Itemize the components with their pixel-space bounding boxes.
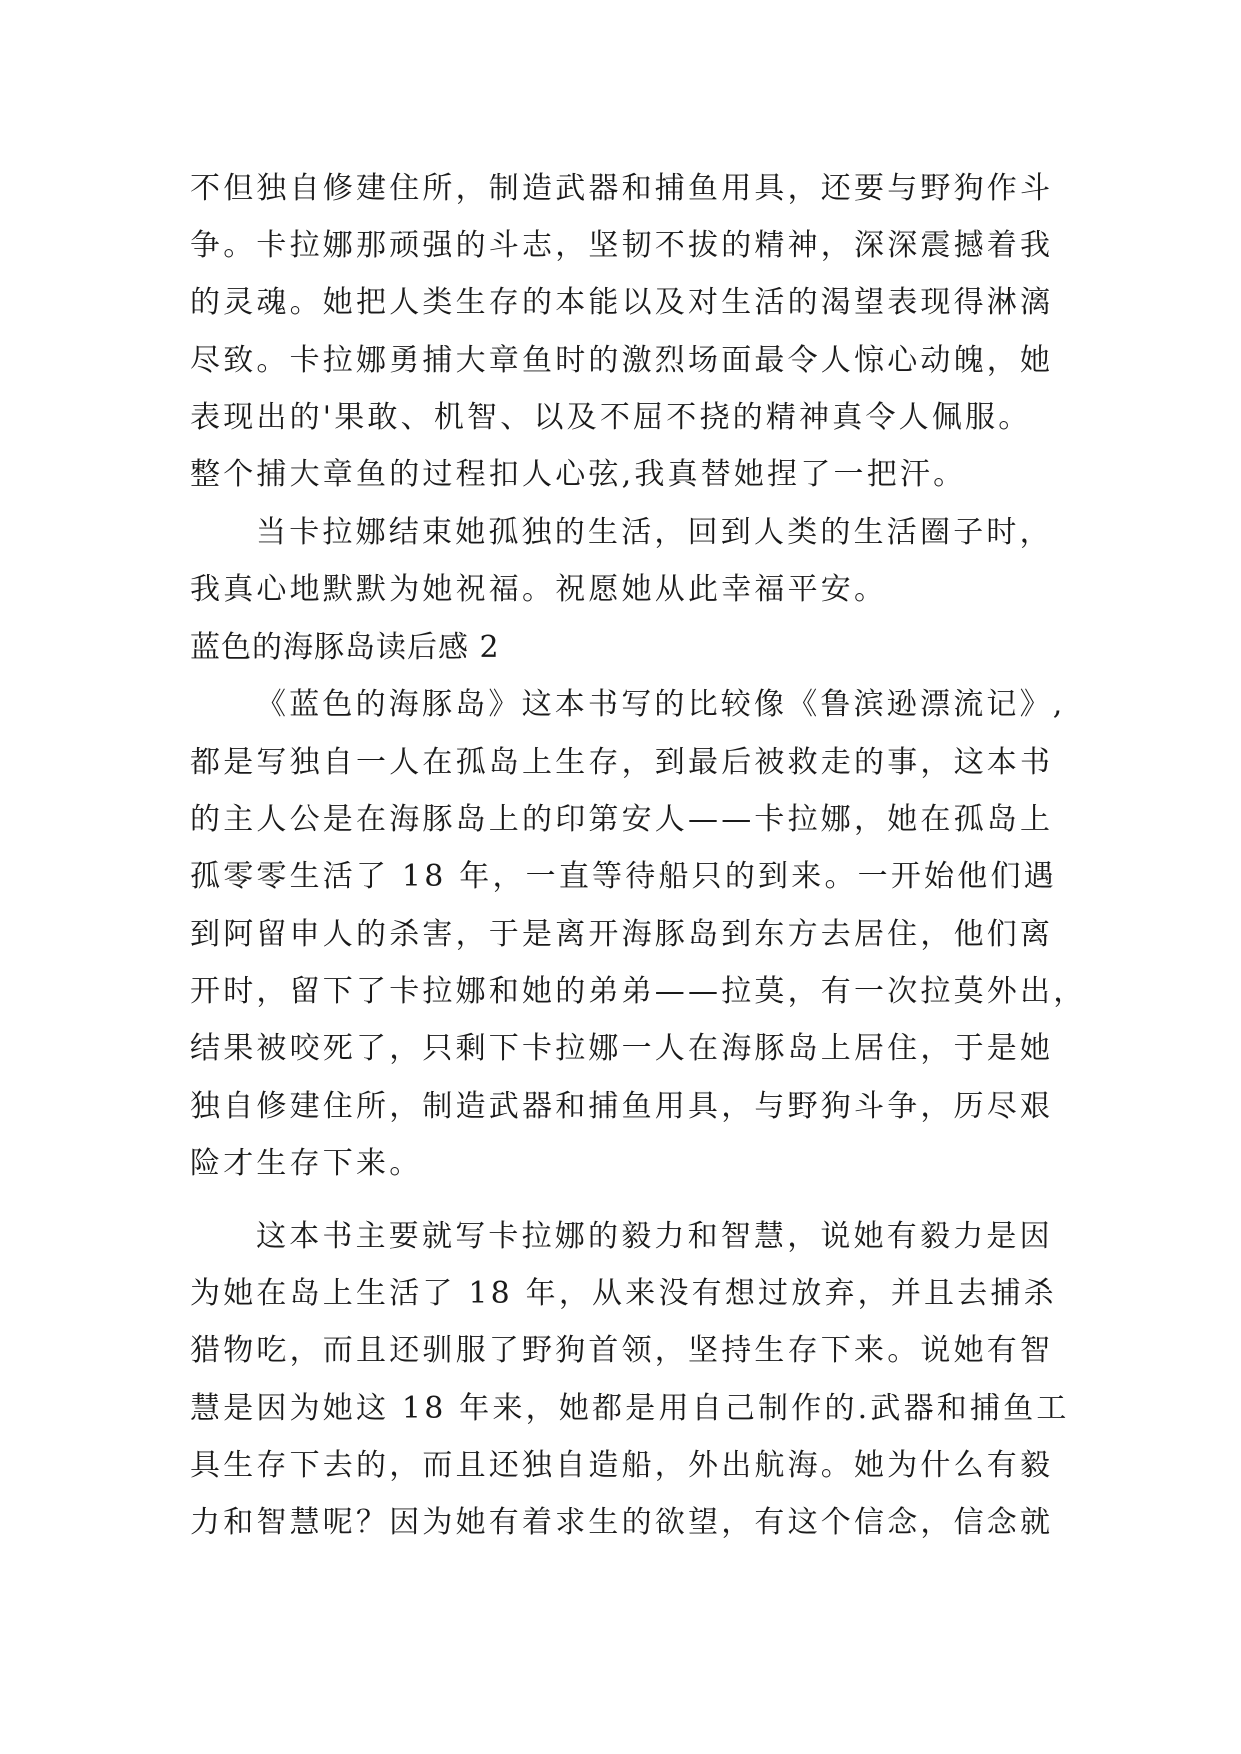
text-line: 到阿留申人的杀害，于是离开海豚岛到东方去居住，他们离 bbox=[190, 917, 1054, 952]
text-line: 独自修建住所，制造武器和捕鱼用具，与野狗斗争，历尽艰 bbox=[190, 1089, 1054, 1124]
text-line: 尽致。卡拉娜勇捕大章鱼时的激烈场面最令人惊心动魄，她 bbox=[190, 343, 1054, 378]
text-line: 争。卡拉娜那顽强的斗志，坚韧不拔的精神，深深震撼着我 bbox=[190, 228, 1054, 263]
text-line: 的主人公是在海豚岛上的印第安人——卡拉娜，她在孤岛上 bbox=[190, 802, 1054, 837]
text-line: 具生存下去的，而且还独自造船，外出航海。她为什么有毅 bbox=[190, 1448, 1054, 1483]
text-line: 力和智慧呢？因为她有着求生的欲望，有这个信念，信念就 bbox=[190, 1505, 1054, 1540]
text-line: 我真心地默默为她祝福。祝愿她从此幸福平安。 bbox=[190, 572, 888, 607]
text-line: 开时，留下了卡拉娜和她的弟弟——拉莫，有一次拉莫外出， bbox=[190, 974, 1087, 1009]
text-line: 险才生存下来。 bbox=[190, 1146, 423, 1181]
text-line: 结果被咬死了，只剩下卡拉娜一人在海豚岛上居住，于是她 bbox=[190, 1031, 1054, 1066]
text-line: 不但独自修建住所，制造武器和捕鱼用具，还要与野狗作斗 bbox=[190, 171, 1054, 206]
text-line: 整个捕大章鱼的过程扣人心弦,我真替她捏了一把汗。 bbox=[190, 457, 967, 492]
text-line: 《蓝色的海豚岛》这本书写的比较像《鲁滨逊漂流记》, bbox=[256, 687, 1066, 722]
text-line: 当卡拉娜结束她孤独的生活，回到人类的生活圈子时， bbox=[256, 515, 1053, 550]
text-line: 表现出的'果敢、机智、以及不屈不挠的精神真令人佩服。 bbox=[190, 400, 1032, 435]
text-line: 为她在岛上生活了 18 年，从来没有想过放弃，并且去捕杀 bbox=[190, 1276, 1057, 1311]
text-line: 都是写独自一人在孤岛上生存，到最后被救走的事，这本书 bbox=[190, 745, 1054, 780]
text-line: 孤零零生活了 18 年，一直等待船只的到来。一开始他们遇 bbox=[190, 859, 1057, 894]
section-heading: 蓝色的海豚岛读后感 2 bbox=[190, 630, 500, 665]
text-line: 的灵魂。她把人类生存的本能以及对生活的渴望表现得淋漓 bbox=[190, 285, 1054, 320]
text-line: 猎物吃，而且还驯服了野狗首领，坚持生存下来。说她有智 bbox=[190, 1333, 1054, 1368]
text-line: 这本书主要就写卡拉娜的毅力和智慧，说她有毅力是因 bbox=[256, 1219, 1053, 1254]
text-line: 慧是因为她这 18 年来，她都是用自己制作的.武器和捕鱼工 bbox=[190, 1391, 1070, 1426]
